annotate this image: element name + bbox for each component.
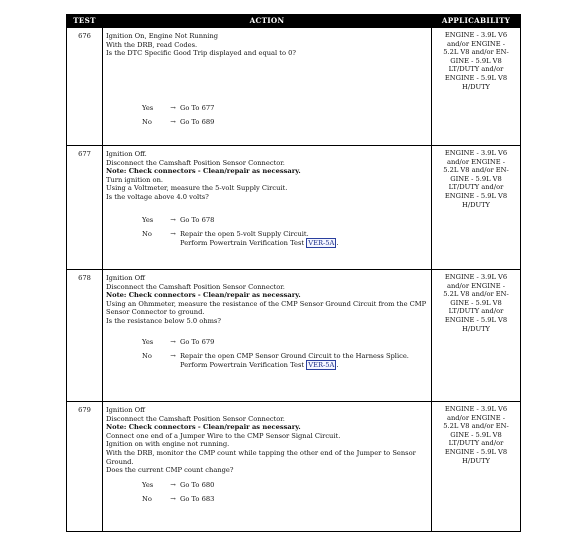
action-step: Using a Voltmeter, measure the 5-volt Supply Circuit. [106, 184, 288, 193]
applicability-line: ENGINE - 5.9L V8 [444, 447, 508, 456]
header-applicability: APPLICABILITY [432, 15, 521, 28]
ver-5a-link[interactable]: VER-5A [308, 238, 335, 247]
repair-instruction: Repair the open 5-volt Supply Circuit. [180, 230, 309, 239]
arrow-right-icon: → [170, 215, 176, 224]
applicability-line: H/DUTY [462, 82, 490, 91]
applicability-cell [432, 28, 521, 146]
action-step: Connect one end of a Jumper Wire to the CMP Sensor Signal Circuit. [106, 431, 341, 440]
verification-text: Perform Powertrain Verification Test [180, 238, 305, 247]
no-label: No [142, 118, 152, 127]
no-option [142, 230, 428, 247]
action-step: Disconnect the Camshaft Position Sensor Connector. [106, 414, 285, 423]
arrow-right-icon: → [170, 230, 176, 239]
applicability-line: GINE - 5.9L V8 [450, 56, 502, 65]
action-cell [103, 402, 432, 532]
note-text: Note: Check connectors - Clean/repair as necessary. [106, 291, 301, 300]
applicability-line: LT/DUTY and/or [448, 439, 504, 448]
applicability-line: 5.2L V8 and/or EN- [443, 290, 509, 299]
yes-label: Yes [142, 103, 154, 112]
test-number: 676 [67, 28, 103, 146]
action-cell [103, 146, 432, 270]
applicability-line: H/DUTY [462, 200, 490, 209]
applicability-line: ENGINE - 3.9L V6 [444, 31, 508, 39]
no-label: No [142, 230, 152, 239]
action-step: Using an Ohmmeter, measure the resistance of the CMP Sensor Ground Circuit from the CMP Sensor Connector to ground. [106, 299, 427, 317]
yes-label: Yes [142, 337, 154, 346]
arrow-right-icon: → [170, 480, 176, 489]
applicability-line: H/DUTY [462, 324, 490, 333]
applicability-line: GINE - 5.9L V8 [450, 430, 502, 439]
action-cell [103, 28, 432, 146]
arrow-right-icon: → [170, 103, 176, 112]
action-step: With the DRB, monitor the CMP count while tapping the other end of the Jumper to Sensor Ground. [106, 448, 416, 466]
header-action: ACTION [103, 15, 432, 28]
ver-5a-link[interactable]: VER-5A [308, 360, 335, 369]
action-step: Is the resistance below 5.0 ohms? [106, 316, 221, 325]
applicability-line: ENGINE - 5.9L V8 [444, 73, 508, 82]
note-text: Note: Check connectors - Clean/repair as necessary. [106, 167, 301, 176]
yes-result: Go To 680 [180, 480, 215, 489]
action-step: Ignition on with engine not running. [106, 440, 230, 449]
no-option [142, 352, 428, 369]
yes-result: Go To 679 [180, 337, 215, 346]
header-test: TEST [67, 15, 103, 28]
yes-option [142, 216, 428, 225]
action-step: Is the DTC Specific Good Trip displayed and equal to 0? [106, 49, 296, 58]
applicability-line: ENGINE - 5.9L V8 [444, 315, 508, 324]
period: . [336, 238, 339, 247]
verification-text: Perform Powertrain Verification Test [180, 360, 305, 369]
yes-option [142, 338, 428, 347]
action-step: Disconnect the Camshaft Position Sensor Connector. [106, 158, 285, 167]
repair-instruction: Repair the open CMP Sensor Ground Circuit to the Harness Splice. [180, 352, 409, 361]
applicability-line: and/or ENGINE - [446, 413, 505, 422]
action-cell [103, 270, 432, 402]
applicability-line: and/or ENGINE - [446, 39, 505, 48]
diagnostic-test-table [66, 14, 521, 532]
applicability-line: LT/DUTY and/or [448, 65, 504, 74]
arrow-right-icon: → [170, 337, 176, 346]
applicability-line: LT/DUTY and/or [448, 307, 504, 316]
action-step: With the DRB, read Codes. [106, 40, 198, 49]
applicability-line: LT/DUTY and/or [448, 183, 504, 192]
applicability-cell [432, 270, 521, 402]
applicability-line: GINE - 5.9L V8 [450, 174, 502, 183]
applicability-line: ENGINE - 3.9L V6 [444, 149, 508, 157]
applicability-line: ENGINE - 3.9L V6 [444, 405, 508, 413]
action-step: Ignition Off. [106, 150, 147, 158]
applicability-line: GINE - 5.9L V8 [450, 298, 502, 307]
applicability-cell [432, 402, 521, 532]
table-header-row [67, 15, 521, 28]
no-label: No [142, 352, 152, 361]
no-result: Go To 689 [180, 118, 215, 127]
verification-line [180, 361, 428, 370]
no-label: No [142, 495, 152, 504]
arrow-right-icon: → [170, 352, 176, 361]
applicability-line: and/or ENGINE - [446, 157, 505, 166]
no-option [142, 495, 428, 504]
arrow-right-icon: → [170, 495, 176, 504]
arrow-right-icon: → [170, 118, 176, 127]
applicability-line: 5.2L V8 and/or EN- [443, 422, 509, 431]
note-text: Note: Check connectors - Clean/repair as necessary. [106, 423, 301, 432]
test-number: 679 [67, 402, 103, 532]
verification-line [180, 239, 428, 248]
table-row [67, 402, 521, 532]
applicability-cell [432, 146, 521, 270]
no-result: Go To 683 [180, 495, 215, 504]
no-option [142, 118, 428, 127]
yes-result: Go To 677 [180, 103, 215, 112]
yes-label: Yes [142, 215, 154, 224]
action-step: Turn ignition on. [106, 175, 164, 184]
applicability-line: H/DUTY [462, 456, 490, 465]
action-step: Ignition On, Engine Not Running [106, 32, 219, 40]
test-number: 678 [67, 270, 103, 402]
yes-result: Go To 678 [180, 215, 215, 224]
applicability-line: 5.2L V8 and/or EN- [443, 166, 509, 175]
period: . [336, 360, 339, 369]
no-result [180, 352, 428, 369]
action-step: Ignition Off [106, 406, 145, 414]
yes-label: Yes [142, 480, 154, 489]
applicability-line: ENGINE - 5.9L V8 [444, 191, 508, 200]
table-row [67, 28, 521, 146]
applicability-line: 5.2L V8 and/or EN- [443, 48, 509, 57]
action-step: Does the current CMP count change? [106, 466, 234, 475]
no-result [180, 230, 428, 247]
action-step: Disconnect the Camshaft Position Sensor Connector. [106, 282, 285, 291]
applicability-line: and/or ENGINE - [446, 281, 505, 290]
test-number: 677 [67, 146, 103, 270]
table-row [67, 146, 521, 270]
action-step: Is the voltage above 4.0 volts? [106, 192, 209, 201]
action-step: Ignition Off [106, 274, 145, 282]
diagnostic-table-page [66, 14, 520, 532]
table-row [67, 270, 521, 402]
applicability-line: ENGINE - 3.9L V6 [444, 273, 508, 281]
yes-option [142, 481, 428, 490]
yes-option [142, 104, 428, 113]
